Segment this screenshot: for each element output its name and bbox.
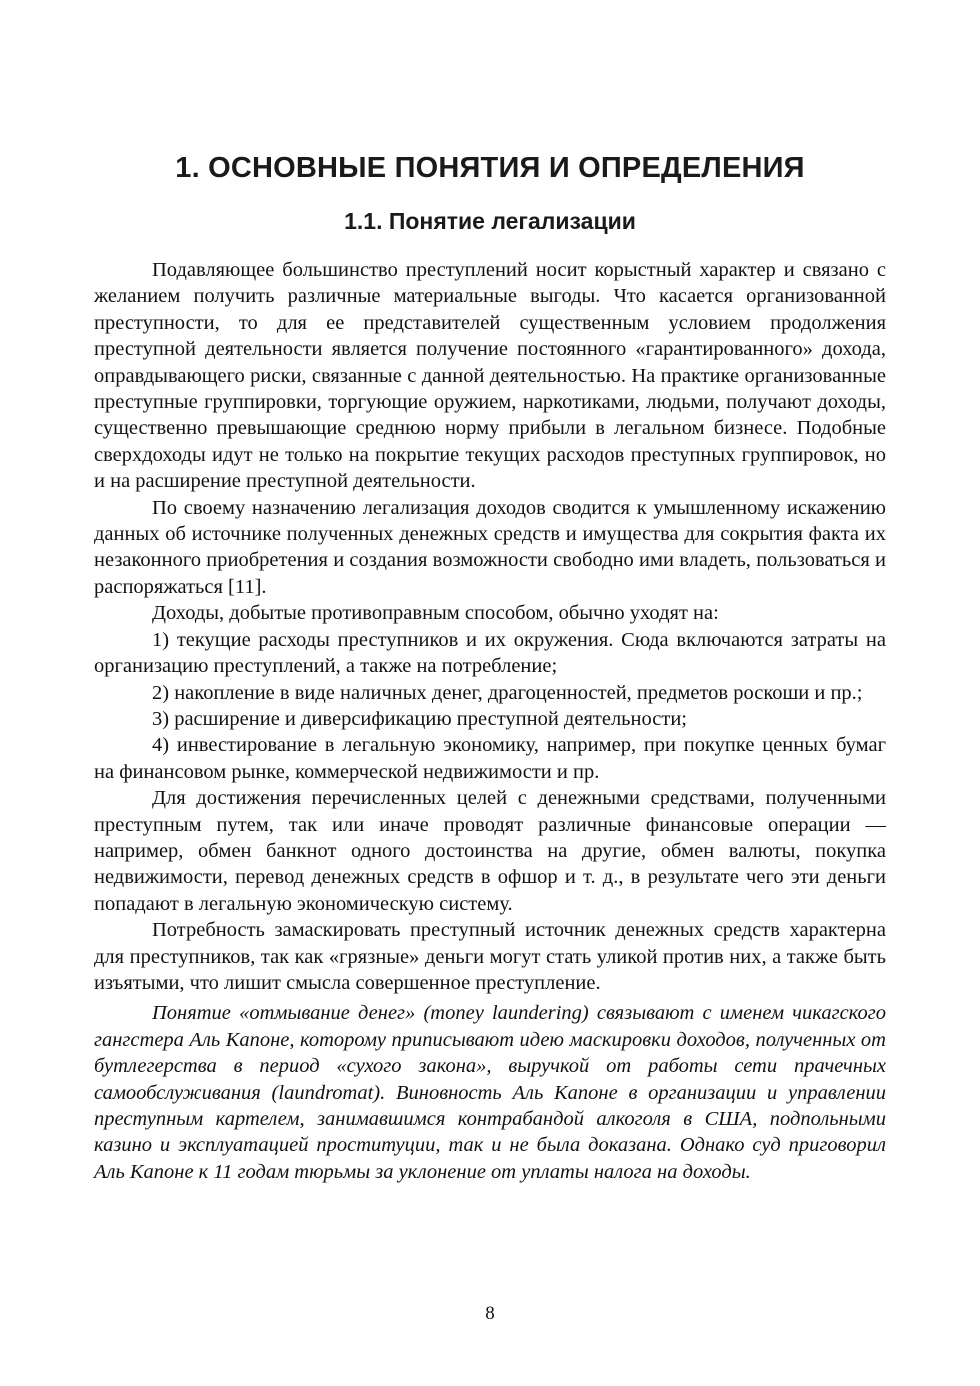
paragraph: Подавляющее большинство преступлений носит корыстный характер и связано с желанием получить различные материальные выгоды. Что касается организованной преступности, то для ее представителей существенным условием продолжения преступной деятельности является получение постоянного «гарантированного» дохода, оправдывающего риски, связанные с данной деятельностью. На практике организованные преступные группировки, торгующие оружием, наркотиками, людьми, получают доходы, существенно превышающие среднюю норму прибыли в легальном бизнесе. Подобные сверхдоходы идут не только на покрытие текущих расходов преступных группировок, но и на расширение преступной деятельности.: [94, 259, 886, 493]
page-number: 8: [485, 1303, 495, 1324]
body-text: [94, 257, 886, 1185]
list-item: 2) накопление в виде наличных денег, драгоценностей, предметов роскоши и пр.;: [152, 681, 863, 704]
list-item: 4) инвестирование в легальную экономику, например, при покупке ценных бумаг на финансовом рынке, коммерческой недвижимости и пр.: [94, 734, 886, 783]
paragraph: Для достижения перечисленных целей с денежными средствами, полученными преступным путем, так или иначе проводят различные финансовые операции — например, обмен банкнот одного достоинства на другие, обмен валюты, покупка недвижимости, перевод денежных средств в офшор и т. д., в результате чего эти деньги попадают в легальную экономическую систему.: [94, 787, 886, 915]
paragraph: Потребность замаскировать преступный источник денежных средств характерна для преступников, так как «грязные» деньги могут стать уликой против них, а также быть изъятыми, что лишит смысла совершенное преступление.: [94, 919, 886, 994]
paragraph: Доходы, добытые противоправным способом, обычно уходят на:: [152, 602, 719, 625]
chapter-title: 1. ОСНОВНЫЕ ПОНЯТИЯ И ОПРЕДЕЛЕНИЯ: [175, 152, 805, 184]
italic-note: Понятие «отмывание денег» (money laundering) связывают с именем чикагского гангстера Аль Капоне, которому приписывают идею маскировки доходов, полученных от бутлегерства в период «сухого закона», выручкой от работы сети прачечных самообслуживания (laundromat). Виновность Аль Капоне в организации и управлении преступным картелем, занимавшимся контрабандой алкоголя в США, подпольными казино и эксплуатацией проституции, так и не была доказана. Однако суд приговорил Аль Капоне к 11 годам тюрьмы за уклонение от уплаты налога на доходы.: [94, 1002, 886, 1183]
paragraph: По своему назначению легализация доходов сводится к умышленному искажению данных об источнике полученных денежных средств и имущества для сокрытия факта их незаконного приобретения и создания возможности свободно ими владеть, пользоваться и распоряжаться [11].: [94, 496, 886, 598]
list-item: 1) текущие расходы преступников и их окружения. Сюда включаются затраты на организацию преступлений, а также на потребление;: [94, 628, 886, 678]
list-item: 3) расширение и диверсификацию преступной деятельности;: [152, 707, 687, 730]
section-title: 1.1. Понятие легализации: [344, 208, 636, 234]
